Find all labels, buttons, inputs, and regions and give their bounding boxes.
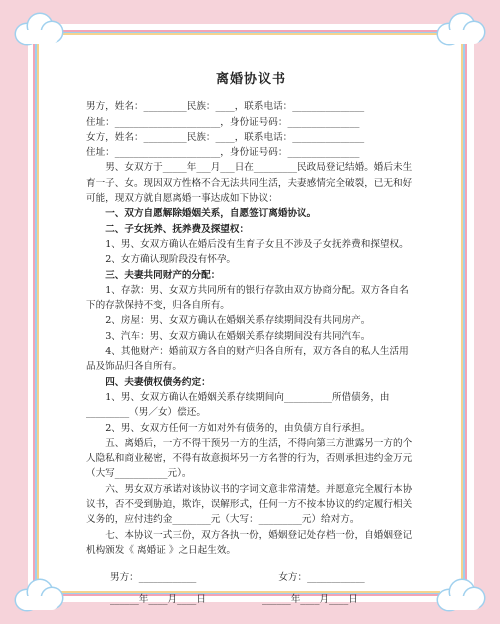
agreement-paragraph: 二、子女抚养、抚养费及探望权： [105,223,250,235]
agreement-paragraph: 4、其他财产：婚前双方各自的财产归各自所有，双方各自的私人生活用品及饰品归各自所有。 [86,346,409,373]
header-line: 男方，姓名：_________民族：____，联系电话：_______________ [86,101,365,113]
header-line: 女方，姓名：_________民族：____，联系电话：_______________ [86,131,365,143]
male-signature: 男方：____________ [110,572,197,584]
agreement-paragraph: 1、存款：男、女双方共同所有的银行存款由双方协商分配。双方各自名下的存款保持不变，归各自所有。 [86,284,409,312]
agreement-paragraph: 六、男女双方承诺对该协议书的字词文意非常清楚。并愿意完全履行本协议书，否不受到胁迫，欺诈，误解形式，任何一方不按本协议的约定履行相关义务的，应付违约金________元（大写：_________元）给对方。 [86,483,413,526]
female-date: ______年____月____日 [261,593,358,605]
cloud-icon [16,14,62,44]
agreement-paragraph: 1、男、女双方确认在婚后没有生育子女且不涉及子女抚养费和探望权。 [105,238,409,250]
agreement-paragraph: 2、男、女双方任何一方如对外有债务的，由负债方自行承担。 [105,422,371,434]
agreement-body [86,160,416,558]
decorative-border-right [461,38,467,586]
agreement-paragraph: 三、夫妻共同财产的分配： [105,269,221,281]
document-title: 离婚协议书 [215,72,286,87]
agreement-paragraph: 3、汽车：男、女双方确认在婚姻关系存续期间没有共同汽车。 [105,330,371,342]
agreement-paragraph: 四、夫妻债权债务约定： [105,376,211,388]
male-date: ______年____月____日 [110,593,206,605]
agreement-paragraph: 五、离婚后，一方不得干预另一方的生活，不得向第三方泄露另一方的个人隐私和商业秘密，不得有故意损坏另一方名誉的行为，否则承担违约金万元（大写___________元）。 [86,437,413,480]
decorative-border-top [60,30,440,35]
agreement-paragraph: 男、女双方于_____年___月___日在_________民政局登记结婚。婚后未生育一子、女。现因双方性格不合无法共同生活，夫妻感情完全破裂，已无和好可能，现双方就自愿离婚一事达成如下协议： [86,162,413,205]
signature-block [86,570,416,607]
agreement-paragraph: 2、房屋：男、女双方确认在婚姻关系存续期间没有共同房产。 [105,315,371,327]
agreement-paragraph: 七、本协议一式三份，双方各执一份，婚姻登记处存档一份，自婚姻登记机构颁发《 离婚证 》之日起生效。 [86,529,413,556]
cloud-icon [438,14,484,44]
cloud-icon [16,580,62,610]
agreement-paragraph: 2、女方确认现阶段没有怀孕。 [105,254,237,266]
agreement-paragraph: 一、双方自愿解除婚姻关系，自愿签订离婚协议。 [105,208,317,220]
agreement-paragraph: 1、男、女双方确认在婚姻关系存续期间向__________所借债务，由_________（男／女）偿还。 [86,391,390,419]
agreement-document [86,70,416,607]
decorative-border-left [33,38,39,586]
female-signature: 女方：____________ [278,572,365,584]
header-line: 住址：______________________，身份证号码：_______________ [86,147,360,159]
cloud-icon [438,580,484,610]
header-line: 住址：______________________，身份证号码：_______________ [86,116,360,128]
